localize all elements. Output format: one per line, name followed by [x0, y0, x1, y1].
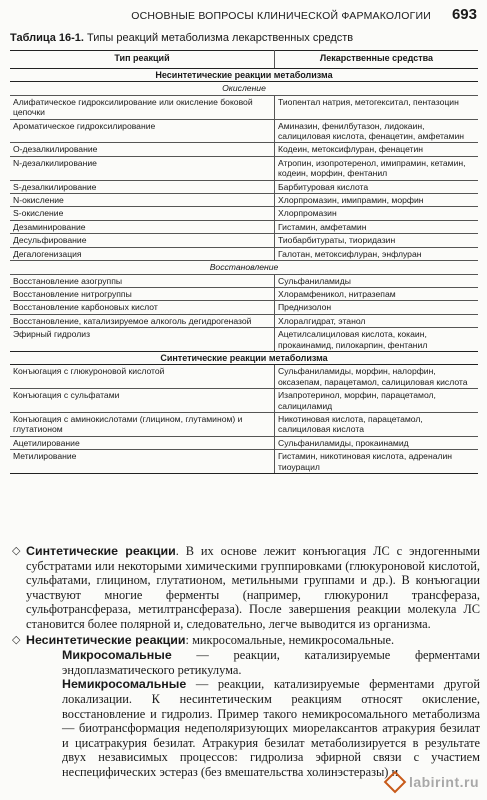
drugs-cell: Сульфаниламиды, прокаинамид [275, 436, 479, 449]
reaction-cell: Метилирование [10, 450, 275, 474]
drugs-cell: Кодеин, метоксифлуран, фенацетин [275, 143, 479, 156]
bullet-nonsynthetic-reactions [10, 633, 480, 648]
table-row [10, 143, 478, 156]
table-row [10, 450, 478, 474]
table-row [10, 287, 478, 300]
reaction-cell: Ароматическое гидроксилирование [10, 119, 275, 143]
drugs-cell: Аминазин, фенилбутазон, лидокаин, салициловая кислота, фенацетин, амфетамин [275, 119, 479, 143]
bullet-synthetic-reactions [10, 544, 480, 632]
table-row [10, 180, 478, 193]
drugs-cell: Барбитуровая кислота [275, 180, 479, 193]
table-row [10, 194, 478, 207]
bullet-diamond-icon: ◇ [12, 633, 21, 646]
table-row [10, 247, 478, 260]
table-header-row [10, 51, 478, 69]
reaction-cell: Ацетилирование [10, 436, 275, 449]
table-row [10, 274, 478, 287]
term-microsomal: Микросомальные [62, 648, 172, 663]
reaction-cell: Конъюгация с глюкуроновой кислотой [10, 365, 275, 389]
section-nonsynthetic: Несинтетические реакции метаболизма [10, 69, 478, 82]
bullet-diamond-icon: ◇ [12, 545, 21, 557]
reaction-cell: Восстановление карбоновых кислот [10, 301, 275, 314]
reaction-cell: N-окисление [10, 194, 275, 207]
table-row [10, 365, 478, 389]
paragraph-nonmicrosomal [10, 677, 480, 779]
reaction-cell: N-дезалкилирование [10, 156, 275, 180]
drugs-cell: Гистамин, никотиновая кислота, адреналин тиоурацил [275, 450, 479, 474]
table-row [10, 389, 478, 413]
reaction-cell: Восстановление нитрогруппы [10, 287, 275, 300]
table-row [10, 207, 478, 220]
table-body [10, 69, 478, 474]
drugs-cell: Преднизолон [275, 301, 479, 314]
table-caption-label: Таблица 16-1. [10, 32, 84, 44]
paragraph-body: — реакции, катализируемые ферментами другой локализации. К несинтетическим реакциям относят окисление, восстановление и гидролиз. Пример такого немикросомального метаболизма — биотрансформация недеполяризующих миорелаксантов атракурия безилат и цисатракурия безилат. Атракурия безилат метаболизируется в результате двух независимых процессов: гидролиза эфирной связи с участием неспецифических эстераз (без вмешательства холинэстеразы) и [62, 677, 480, 779]
section-synthetic: Синтетические реакции метаболизма [10, 351, 478, 364]
reaction-cell: Конъюгация с аминокислотами (глицином, глутамином) и глутатионом [10, 412, 275, 436]
reaction-cell: O-дезалкилирование [10, 143, 275, 156]
subsection-reduction: Восстановление [10, 261, 478, 274]
page-header [0, 6, 487, 28]
watermark-text: labirint.ru [408, 774, 479, 790]
reaction-cell: Дезаминирование [10, 220, 275, 233]
reaction-cell: Восстановление азогруппы [10, 274, 275, 287]
term-nonmicrosomal: Немикросомальные [62, 677, 187, 692]
drugs-cell: Хлоралгидрат, этанол [275, 314, 479, 327]
table-row [10, 119, 478, 143]
reaction-cell: Алифатическое гидроксилирование или окисление боковой цепочки [10, 95, 275, 119]
drugs-cell: Атропин, изопротеренол, имипрамин, кетамин, кодеин, морфин, фентанил [275, 156, 479, 180]
table-row [10, 412, 478, 436]
watermark [329, 770, 479, 794]
table-row [10, 156, 478, 180]
reaction-cell: Эфирный гидролиз [10, 328, 275, 352]
labirint-logo-icon [384, 771, 407, 794]
drugs-cell: Ацетилсалициловая кислота, кокаин, прокаинамид, пилокарпин, фентанил [275, 328, 479, 352]
column-header-reaction-type: Тип реакций [10, 51, 275, 69]
table-caption-text: Типы реакций метаболизма лекарственных средств [87, 32, 354, 44]
drugs-cell: Гистамин, амфетамин [275, 220, 479, 233]
drugs-cell: Хлорпромазин [275, 207, 479, 220]
table-row [10, 301, 478, 314]
subsection-oxidation: Окисление [10, 82, 478, 95]
running-header-title: ОСНОВНЫЕ ВОПРОСЫ КЛИНИЧЕСКОЙ ФАРМАКОЛОГИИ [131, 10, 431, 22]
drugs-cell: Галотан, метоксифлуран, энфлуран [275, 247, 479, 260]
drugs-cell: Изапротеринол, морфин, парацетамол, салициламид [275, 389, 479, 413]
reaction-cell: S-дезалкилирование [10, 180, 275, 193]
drugs-cell: Тиопентал натрия, метогекситал, пентазоцин [275, 95, 479, 119]
term-synthetic: Синтетические реакции [26, 544, 176, 558]
bullet-body: : микросомальные, немикросомальные. [185, 632, 395, 647]
reaction-cell: Десульфирование [10, 234, 275, 247]
drugs-cell: Никотиновая кислота, парацетамол, салициловая кислота [275, 412, 479, 436]
drugs-cell: Хлорпромазин, имипрамин, морфин [275, 194, 479, 207]
body-text [10, 544, 480, 780]
table-caption [10, 32, 353, 44]
drugs-cell: Сульфаниламиды [275, 274, 479, 287]
metabolism-reactions-table [10, 50, 478, 474]
reaction-cell: S-окисление [10, 207, 275, 220]
reaction-cell: Конъюгация с сульфатами [10, 389, 275, 413]
reaction-cell: Восстановление, катализируемое алкоголь дегидрогеназой [10, 314, 275, 327]
table-row [10, 95, 478, 119]
page-number: 693 [451, 6, 477, 23]
column-header-drugs: Лекарственные средства [275, 51, 479, 69]
drugs-cell: Хлорамфеникол, нитразепам [275, 287, 479, 300]
table-row [10, 328, 478, 352]
bullet-body: . В их основе лежит конъюгация ЛС с эндогенными субстратами или некоторыми химическими группировками (глюкуроновой кислотой, сульфатами, глицином, глутатионом, метильными группами и др.). В конъюгации участвуют многие ферменты (например, глюкуронил трансфераза, сульфотрансфераза, метилтрансфераза). После завершения реакции молекула ЛС становится более полярной и, следовательно, легче выводится из организма. [26, 544, 480, 631]
paragraph-microsomal [10, 648, 480, 677]
table-row [10, 234, 478, 247]
table-row [10, 314, 478, 327]
table-row [10, 220, 478, 233]
drugs-cell: Тиобарбитураты, тиоридазин [275, 234, 479, 247]
term-nonsynthetic: Несинтетические реакции [26, 632, 186, 647]
table-row [10, 436, 478, 449]
reaction-cell: Дегалогенизация [10, 247, 275, 260]
drugs-cell: Сульфаниламиды, морфин, налорфин, оксазепам, парацетамол, салициловая кислота [275, 365, 479, 389]
paragraph-body: — реакции, катализируемые ферментами эндоплазматического ретикулума. [62, 648, 480, 677]
